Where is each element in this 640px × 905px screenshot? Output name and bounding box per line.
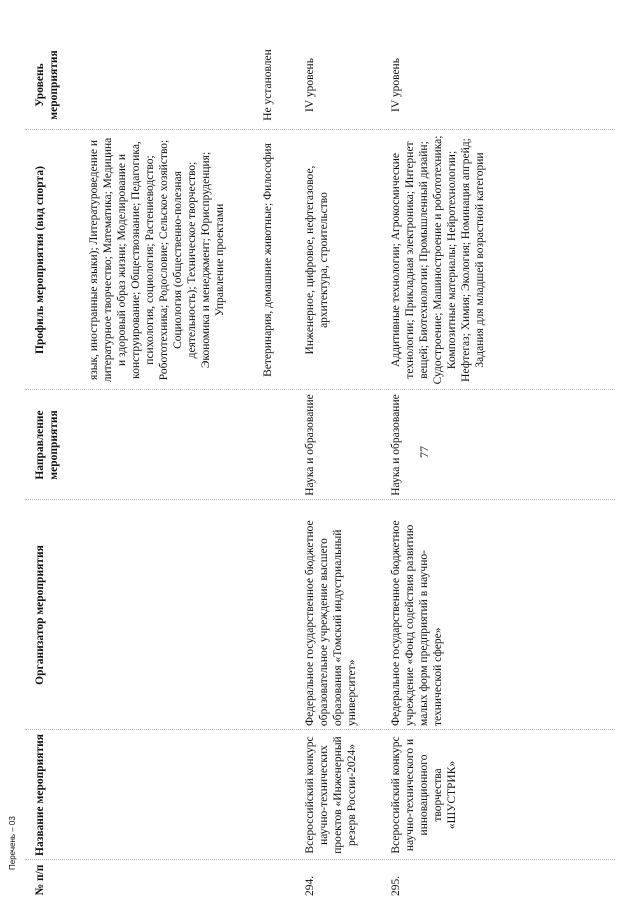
row-name: Всероссийский конкурс научно-технических проектов «Инженерный резерв России-2024» [304, 736, 358, 854]
row-num: 295. [390, 875, 402, 896]
table-row [387, 40, 543, 900]
column-separator [25, 859, 615, 860]
header-name: Название мероприятия [34, 734, 46, 856]
column-separator [25, 499, 615, 500]
header-profile: Профиль мероприятия (вид спорта) [34, 166, 46, 354]
row-organizer: Федеральное государственное бюджетное учреждение «Фонд содействия развитию малых форм предприятий в научно-технической сфере» [390, 520, 444, 726]
row-level: IV уровень [304, 58, 316, 112]
table-row [301, 40, 385, 900]
header-organizer: Организатор мероприятия [34, 545, 46, 685]
row-direction: Наука и образование [304, 394, 316, 496]
continuation-row [81, 40, 299, 900]
row-profile: Инженерное, цифровое, нефтегазовое, архитектура, строительство [304, 165, 330, 355]
row-name: Всероссийский конкурс научно-технического и инновационного творчества «ШУСТРИК» [390, 736, 458, 854]
row-profile: Аддитивные технологии; Агрокосмические технологии; Прикладная электроника; Интернет вещей; Биотехнологии; Промышленный дизайн; Судостроение; Машиностроение и робототехника; Композитные материалы; Нейротехнологии; Нефтегаз; Химия; Экология; Номинация апгрейд; Задания для младшей возрастной категории [390, 135, 486, 385]
column-separator [25, 129, 615, 130]
continuation-profile-2: Ветеринария, домашние животные; Философия [262, 143, 274, 377]
page-number: 77 [417, 446, 431, 458]
header-level: Уровень мероприятия [34, 50, 60, 120]
header-direction: Направление мероприятия [34, 410, 60, 480]
continuation-level: Не установлен [262, 49, 274, 121]
table-header-row [31, 40, 79, 900]
header-num: № п/п [34, 864, 46, 896]
row-direction: Наука и образование [390, 394, 402, 496]
row-level: IV уровень [390, 58, 402, 112]
continuation-profile: язык, иностранные языки); Литературоведение и литературное творчество; Математика; Медицина и здоровый образ жизни; Моделирование и конструирование; Обществознание; Педагогика, психология, социология; Растениеводство; Робототехника; Родословие; Сельское хозяйство; Социология (общественно-полезная деятельность); Техническое творчество; Экономика и менеджмент; Юриспруденция; Управление проектами [88, 137, 226, 383]
rotated-table-sheet [25, 40, 615, 900]
row-num: 294. [304, 875, 316, 896]
row-organizer: Федеральное государственное бюджетное образовательное учреждение высшего образования «Томский индустриальный университет» [304, 520, 358, 726]
events-table [25, 40, 615, 900]
column-separator [25, 729, 615, 730]
column-separator [25, 389, 615, 390]
footer-note: Перечень – 03 [8, 816, 17, 870]
